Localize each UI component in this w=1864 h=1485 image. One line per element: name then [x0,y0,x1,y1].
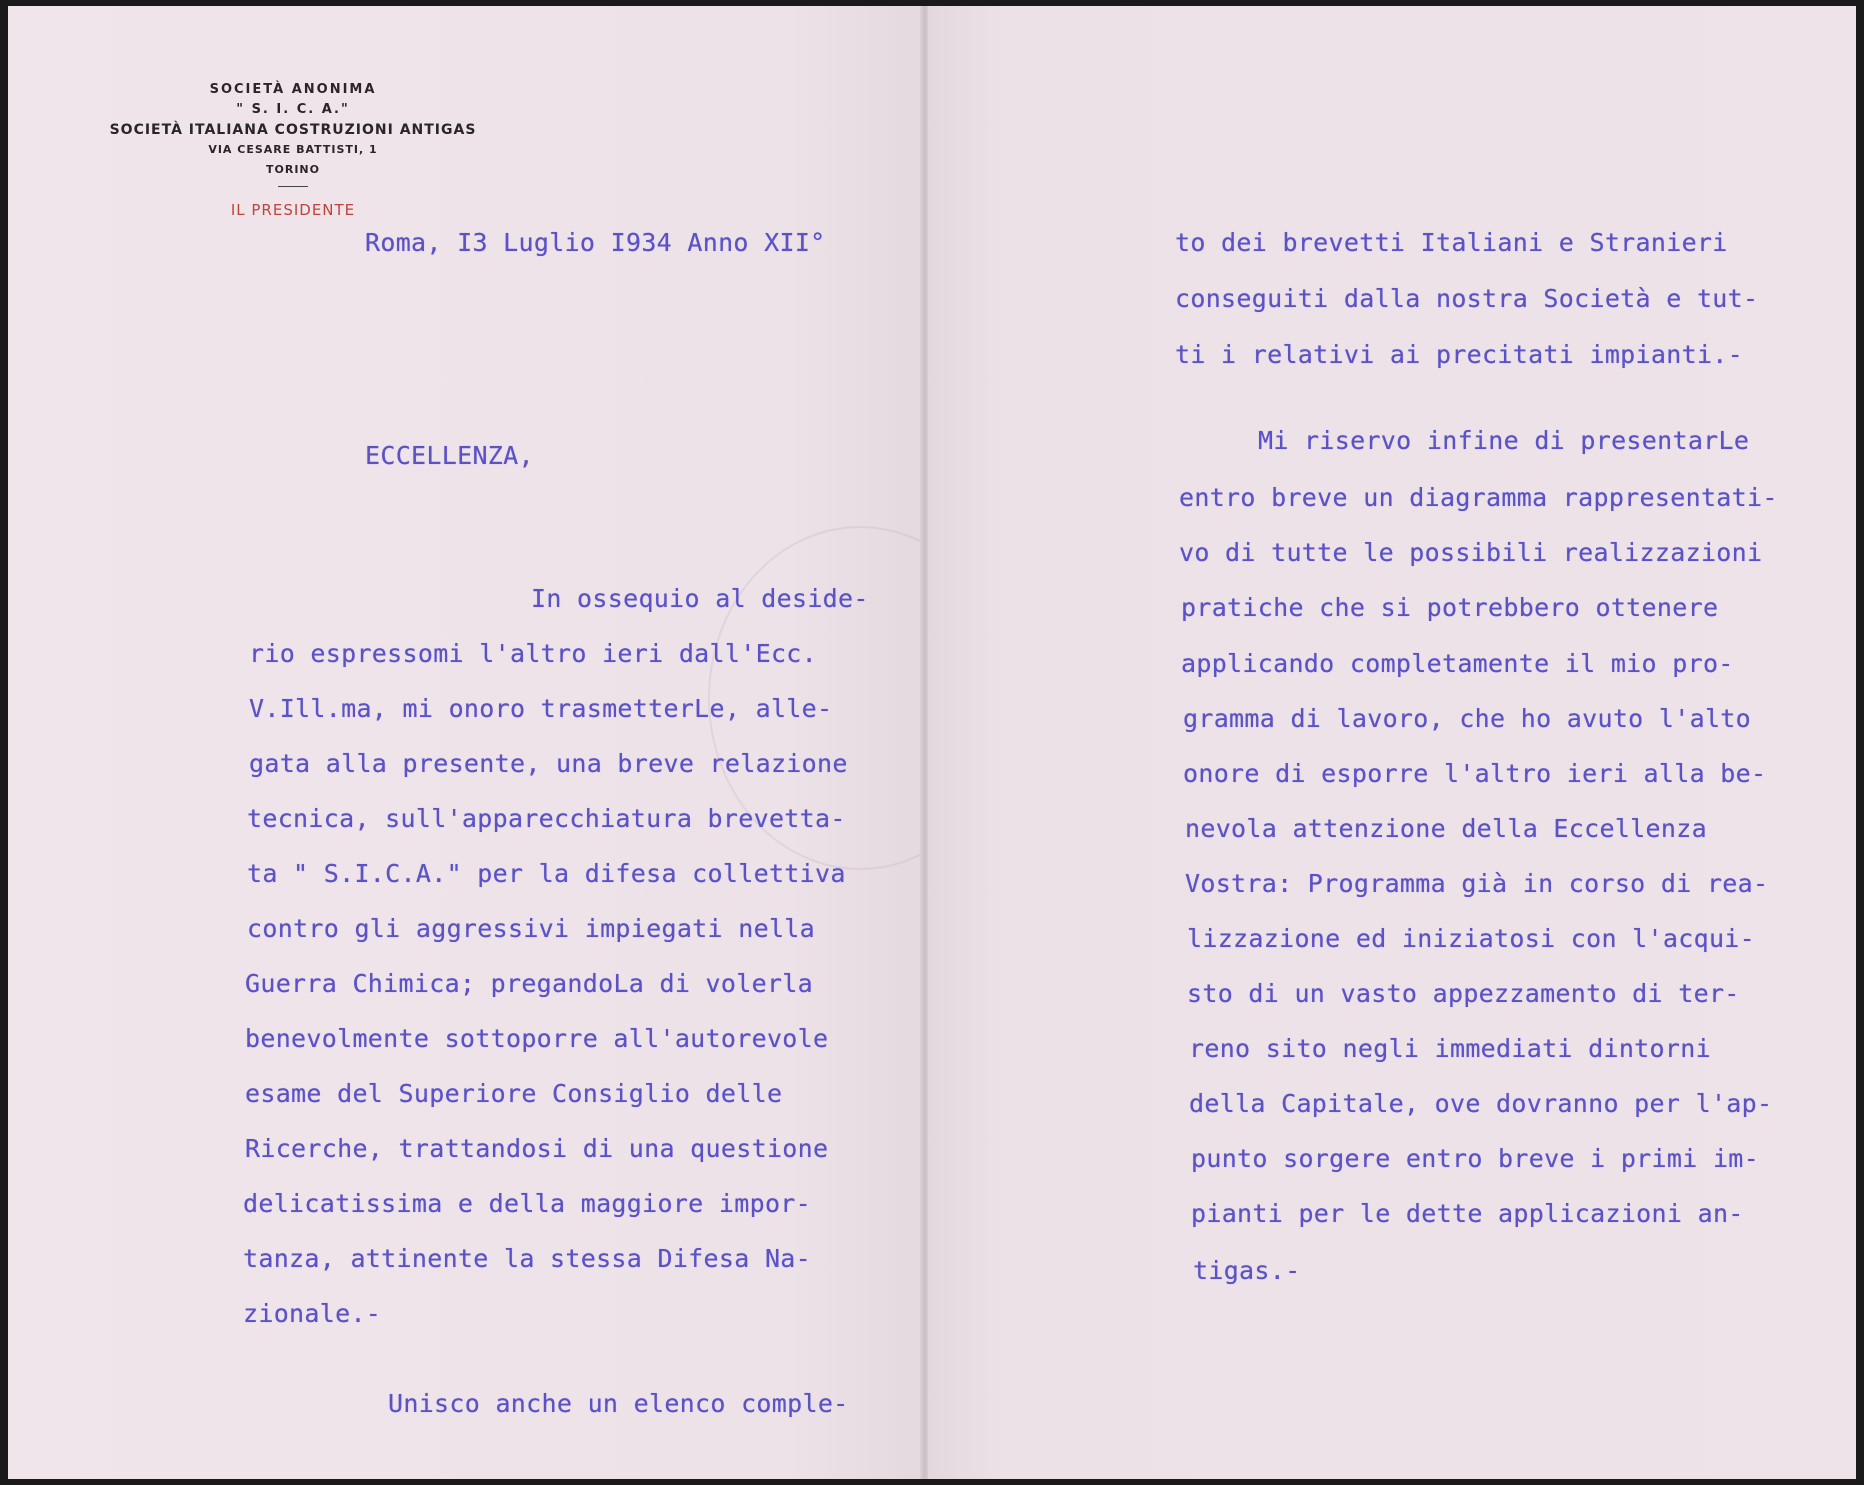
letter-line: della Capitale, ove dovranno per l'ap- [1189,1089,1773,1118]
letter-line: delicatissima e della maggiore impor- [243,1189,811,1218]
letter-sheet [8,6,1856,1479]
letter-line: conseguiti dalla nostra Società e tut- [1175,284,1759,313]
letter-line: to dei brevetti Italiani e Stranieri [1175,228,1728,257]
letter-line: Mi riservo infine di presentarLe [1258,426,1750,455]
letter-line: contro gli aggressivi impiegati nella [247,914,815,943]
letterhead-president: IL PRESIDENTE [230,201,356,219]
letter-salutation: ECCELLENZA, [365,441,534,470]
letter-line: esame del Superiore Consiglio delle [245,1079,783,1108]
letterhead-company-type: SOCIETÀ ANONIMA [209,82,377,97]
letter-line: tigas.- [1193,1256,1301,1285]
letter-line: gramma di lavoro, che ho avuto l'alto [1183,704,1751,733]
letter-line: Vostra: Programma già in corso di rea- [1185,869,1769,898]
letter-line: reno sito negli immediati dintorni [1189,1034,1711,1063]
letterhead-city: TORINO [266,163,320,176]
letterhead-company-name: SOCIETÀ ITALIANA COSTRUZIONI ANTIGAS [109,122,477,138]
letterhead-divider [278,186,308,187]
letter-line: rio espressomi l'altro ieri dall'Ecc. [249,639,817,668]
letter-line: sto di un vasto appezzamento di ter- [1187,979,1740,1008]
left-page [8,6,923,1479]
letter-line: tecnica, sull'apparecchiatura brevetta- [247,804,846,833]
letter-line: Unisco anche un elenco comple- [388,1389,849,1418]
letter-line: zionale.- [243,1299,382,1328]
letter-line: tanza, attinente la stessa Difesa Na- [243,1244,811,1273]
letter-line: lizzazione ed iniziatosi con l'acqui- [1187,924,1755,953]
letter-line: benevolmente sottoporre all'autorevole [245,1024,829,1053]
letter-line: vo di tutte le possibili realizzazioni [1179,538,1763,567]
letter-line: In ossequio al deside- [531,584,869,613]
right-page [928,6,1856,1479]
letterhead-acronym: " S. I. C. A." [236,102,350,117]
letter-line: onore di esporre l'altro ieri alla be- [1183,759,1767,788]
letter-line: punto sorgere entro breve i primi im- [1191,1144,1759,1173]
letterhead [88,80,498,219]
letter-line: pratiche che si potrebbero ottenere [1181,593,1719,622]
letter-line: nevola attenzione della Eccellenza [1185,814,1707,843]
letter-line: Guerra Chimica; pregandoLa di volerla [245,969,813,998]
letter-line: gata alla presente, una breve relazione [249,749,848,778]
letter-line: applicando completamente il mio pro- [1181,649,1734,678]
letter-line: Ricerche, trattandosi di una questione [245,1134,829,1163]
letter-line: entro breve un diagramma rappresentati- [1179,483,1778,512]
letter-line: ta " S.I.C.A." per la difesa collettiva [247,859,846,888]
letter-date: Roma, I3 Luglio I934 Anno XII° [365,228,826,257]
letter-line: pianti per le dette applicazioni an- [1191,1199,1744,1228]
letterhead-address: VIA CESARE BATTISTI, 1 [208,143,378,156]
letter-line: ti i relativi ai precitati impianti.- [1175,340,1743,369]
letter-line: V.Ill.ma, mi onoro trasmetterLe, alle- [249,694,833,723]
